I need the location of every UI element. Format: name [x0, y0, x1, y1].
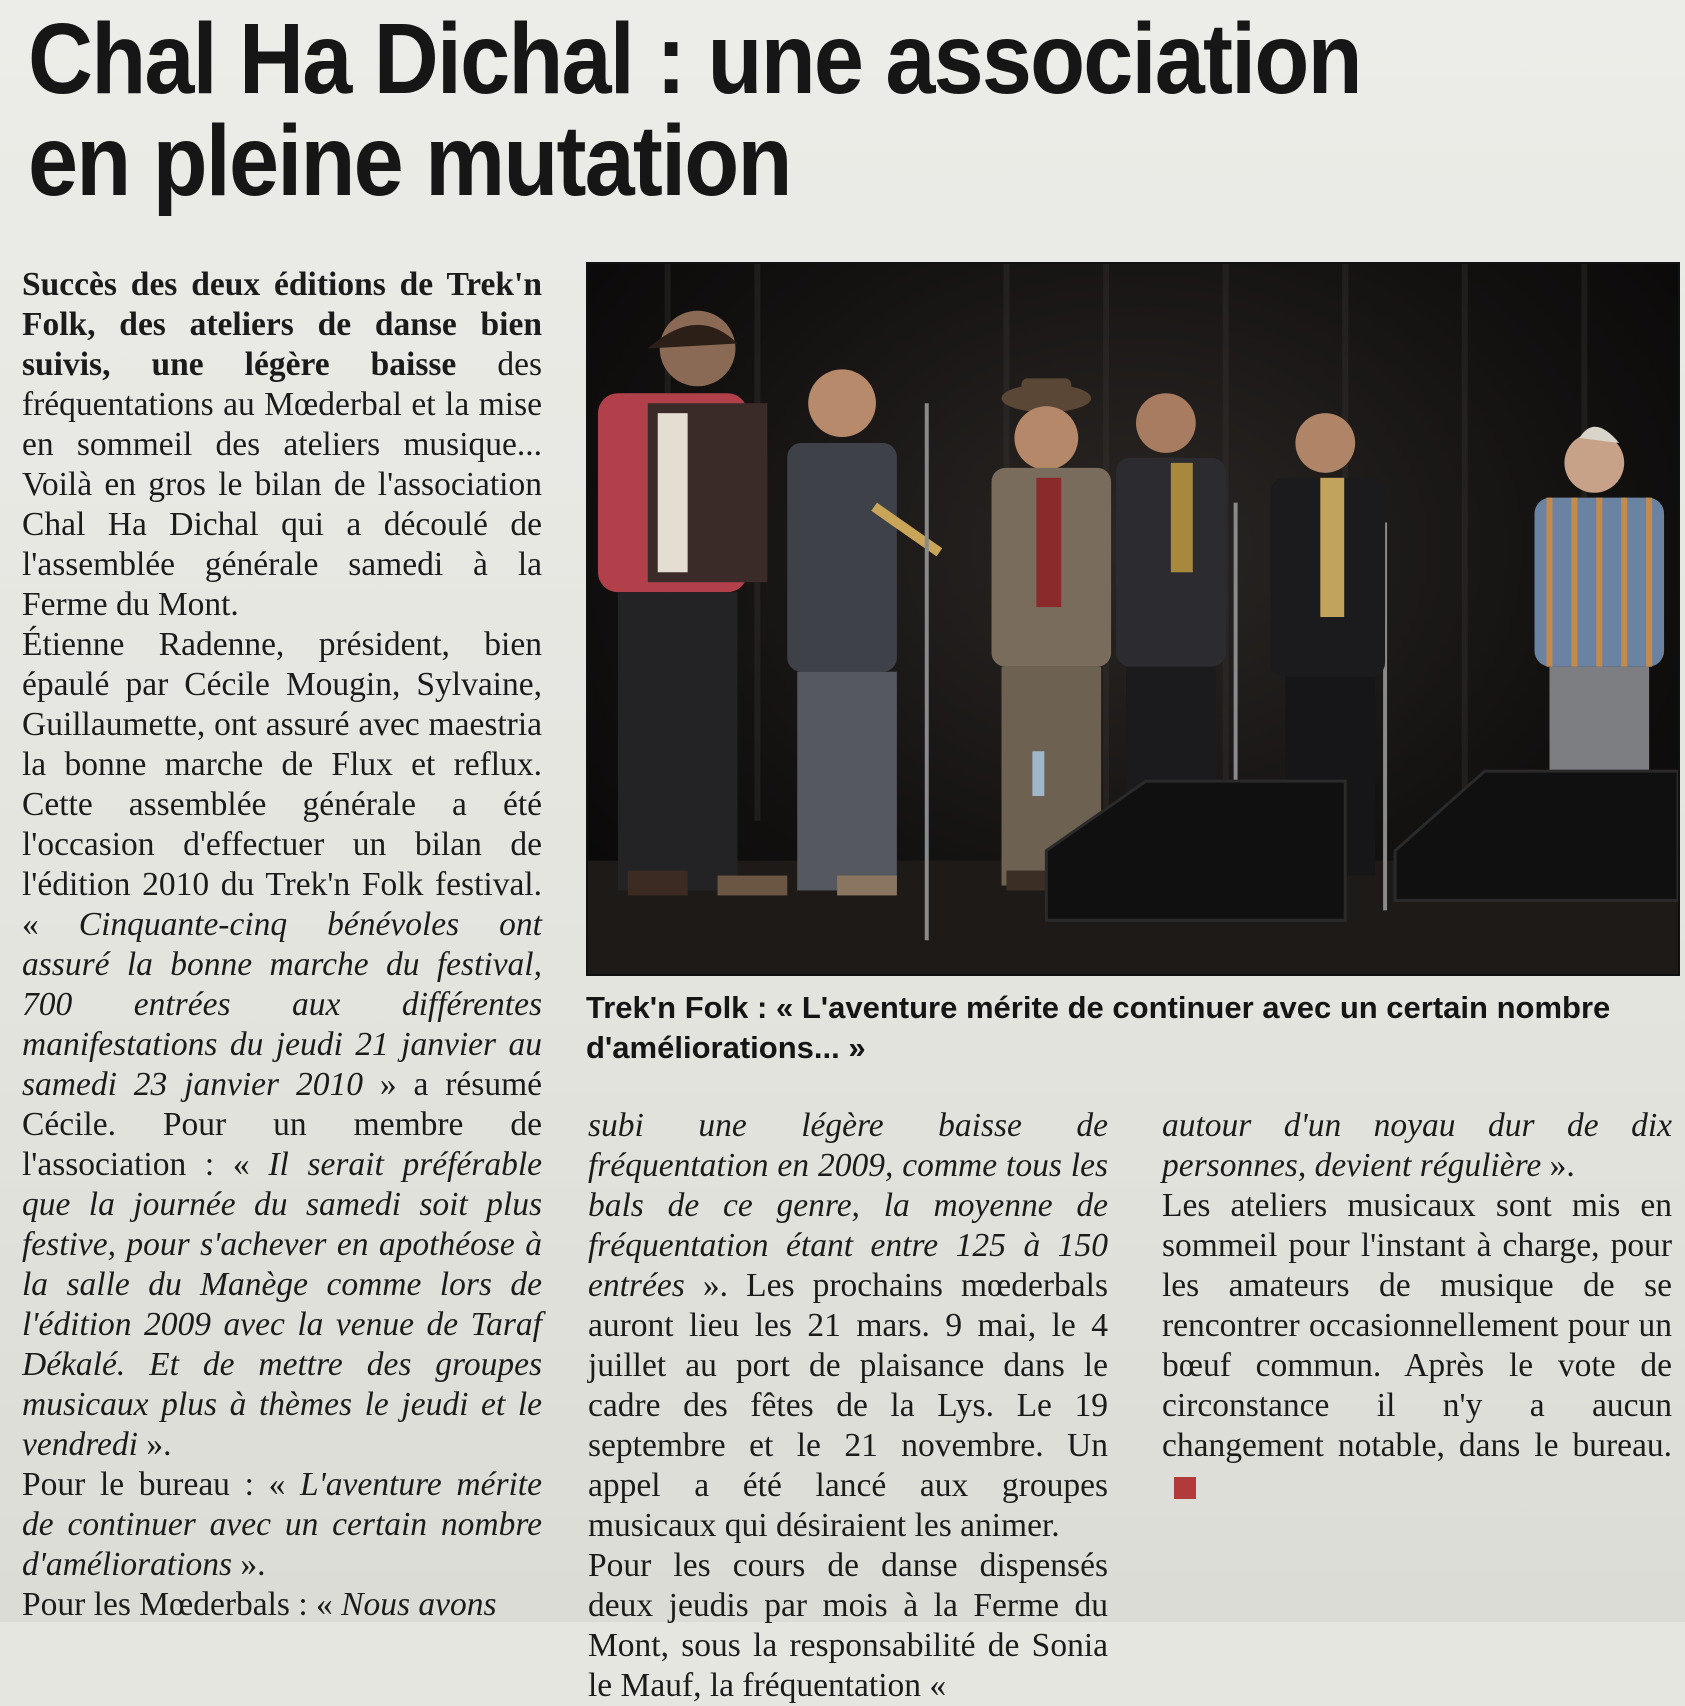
dance-classes-quote: autour d'un noyau dur de dix personnes, devient régulière — [1162, 1107, 1672, 1184]
dance-classes-text: Pour les cours de danse dispensés deux jeudis par mois à la Ferme du Mont, sous la responsabilité de Sonia le Mauf, la fréquentation « — [588, 1547, 1108, 1704]
paragraph-assembly — [22, 625, 542, 1465]
lead-paragraph — [22, 265, 542, 625]
assembly-text: Étienne Radenne, président, bien épaulé par Cécile Mougin, Sylvaine, Guillaumette, ont assuré avec maestria la bonne marche de Flux et reflux. Cette assemblée générale a été l'occasion d'effectuer un bilan de l'édition 2010 du Trek'n Folk festival. « — [22, 626, 542, 943]
headline-line-2: en pleine mutation — [28, 105, 791, 217]
lead-rest-text: des fréquentations au Mœderbal et la mise en sommeil des ateliers musique... Voilà en gros le bilan de l'association Chal Ha Dichal qui a découlé de l'assemblée générale samedi à la Ferme du Mont. — [22, 346, 543, 623]
volunteers-quote: Cinquante-cinq bénévoles ont assuré la bonne marche du festival, 700 entrées aux différentes manifestations du jeudi 21 janvier au samedi 23 janvier 2010 — [22, 906, 542, 1103]
paragraph-dance-classes — [588, 1546, 1108, 1706]
bureau-text: Pour le bureau : « — [22, 1466, 300, 1503]
music-workshops-text: Les ateliers musicaux sont mis en sommeil pour l'instant à charge, pour les amateurs de musique de se rencontrer occasionnellement pour un bœuf commun. Après le vote de circonstance il n'y a aucun changement notable, dans le bureau. — [1162, 1187, 1672, 1464]
photo-caption: Trek'n Folk : « L'aventure mérite de continuer avec un certain nombre d'améliorations... » — [586, 990, 1611, 1065]
band-on-stage-image — [588, 264, 1678, 974]
article-column-2 — [588, 1106, 1108, 1706]
assembly-after-text: » a résumé Cécile. Pour un membre de l'association : « — [22, 1066, 542, 1183]
bureau-quote-close: ». — [232, 1546, 266, 1583]
moederbals-quote-start: Nous avons — [341, 1586, 497, 1623]
lead-bold-text: Succès des deux éditions de Trek'n Folk, des ateliers de danse bien suivis, une légère baisse — [22, 266, 542, 383]
article-column-3 — [1162, 1106, 1672, 1506]
article-column-1 — [22, 265, 542, 1625]
moederbals-quote: subi une légère baisse de fréquentation en 2009, comme tous les bals de ce genre, la moyenne de fréquentation étant entre 125 à 150 entrées — [588, 1107, 1108, 1304]
headline-line-1: Chal Ha Dichal : une association — [28, 3, 1361, 115]
member-quote-close: ». — [137, 1426, 172, 1463]
paragraph-moederbals — [22, 1585, 542, 1625]
article-headline — [28, 3, 1504, 217]
member-quote: Il serait préférable que la journée du samedi soit plus festive, pour s'achever en apothéose à la salle du Manège comme lors de l'édition 2009 avec la venue de Taraf Dékalé. Et de mettre des groupes musicaux plus à thèmes le jeudi et le vendredi — [22, 1146, 542, 1463]
article-end-mark-icon — [1174, 1477, 1196, 1499]
moederbals-text: Pour les Mœderbals : « — [22, 1586, 342, 1623]
paragraph-bureau — [22, 1465, 542, 1585]
moederbals-after-text: ». Les prochains mœderbals auront lieu les 21 mars. 9 mai, le 4 juillet au port de plaisance dans le cadre des fêtes de la Lys. Le 19 septembre et le 21 novembre. Un appel a été lancé aux groupes musicaux qui désiraient les animer. — [588, 1267, 1108, 1544]
paragraph-moederbals-continued — [588, 1106, 1108, 1546]
bureau-quote: L'aventure mérite de continuer avec un certain nombre d'améliorations — [22, 1466, 542, 1583]
concert-photo — [586, 262, 1680, 976]
paragraph-music-workshops — [1162, 1186, 1672, 1506]
dance-classes-quote-close: ». — [1541, 1147, 1575, 1184]
paragraph-dance-quote — [1162, 1106, 1672, 1186]
